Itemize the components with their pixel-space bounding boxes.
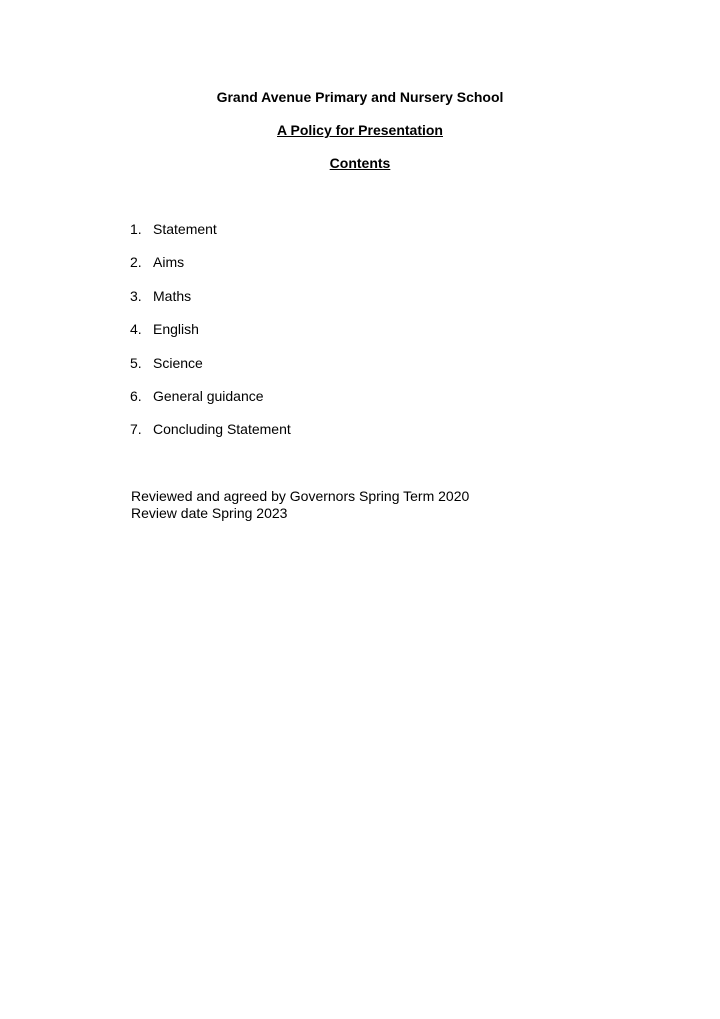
contents-item-label: Science bbox=[153, 354, 203, 371]
contents-item-number: 7. bbox=[130, 421, 142, 438]
contents-item-general-guidance bbox=[130, 387, 291, 405]
contents-list bbox=[130, 220, 291, 454]
contents-item-number: 2. bbox=[130, 254, 142, 271]
school-name: Grand Avenue Primary and Nursery School bbox=[216, 89, 504, 105]
contents-item-science bbox=[130, 354, 291, 372]
review-date: Review date Spring 2023 bbox=[131, 505, 288, 521]
contents-item-number: 5. bbox=[130, 354, 142, 371]
contents-heading: Contents bbox=[329, 155, 391, 171]
review-notes bbox=[131, 488, 469, 522]
contents-item-number: 6. bbox=[130, 387, 142, 404]
contents-item-label: Statement bbox=[153, 221, 217, 237]
policy-title: A Policy for Presentation bbox=[277, 122, 443, 138]
contents-item-label: Aims bbox=[153, 254, 185, 271]
contents-item-english bbox=[130, 320, 291, 338]
contents-item-label: Concluding Statement bbox=[153, 421, 291, 438]
contents-item-maths bbox=[130, 287, 291, 305]
reviewed-statement: Reviewed and agreed by Governors Spring Term 2020 bbox=[131, 488, 470, 504]
contents-item-label: General guidance bbox=[153, 387, 264, 404]
contents-item-statement bbox=[130, 220, 291, 238]
contents-item-number: 3. bbox=[130, 287, 142, 304]
contents-item-label: English bbox=[153, 321, 199, 338]
contents-item-concluding-statement bbox=[130, 420, 291, 438]
contents-item-aims bbox=[130, 253, 291, 271]
contents-item-label: Maths bbox=[153, 287, 192, 304]
contents-item-number: 1. bbox=[130, 221, 142, 237]
contents-item-number: 4. bbox=[130, 321, 142, 338]
